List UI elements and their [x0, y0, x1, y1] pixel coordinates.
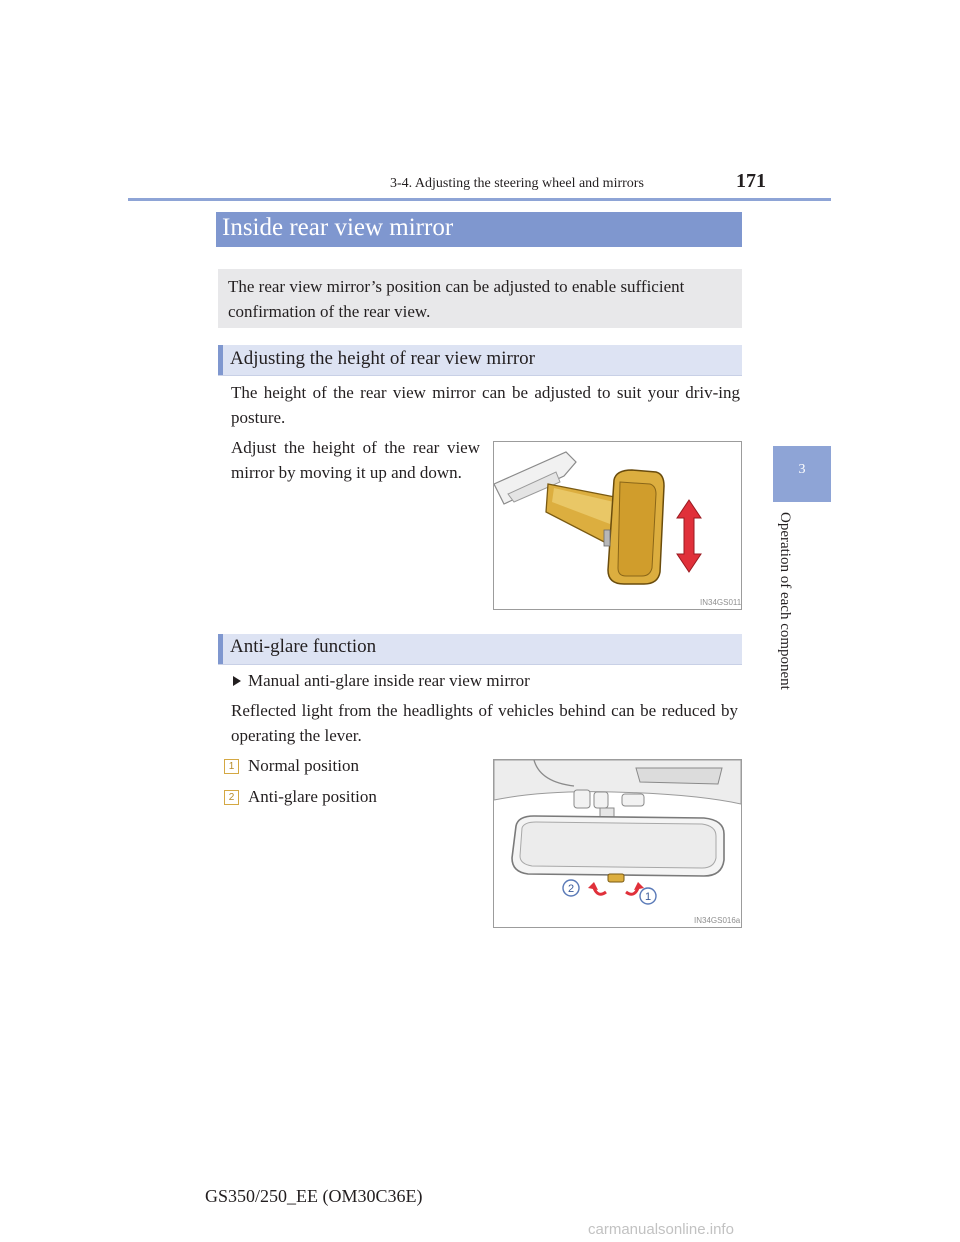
callout-2: 2 — [224, 790, 239, 805]
height-paragraph-2: Adjust the height of the rear view mirror by moving it up and down. — [231, 438, 480, 482]
figure-code: IN34GS016a — [694, 916, 741, 925]
running-header: 3-4. Adjusting the steering wheel and mirrors — [390, 176, 644, 191]
footer-model-code: GS350/250_EE (OM30C36E) — [205, 1186, 423, 1206]
antiglare-bullet: Manual anti-glare inside rear view mirror — [248, 671, 530, 690]
watermark: carmanualsonline.info — [588, 1221, 734, 1238]
mirror-height-figure — [493, 441, 742, 610]
callout-1: 1 — [224, 759, 239, 774]
antiglare-paragraph: Reflected light from the headlights of vehicles behind can be reduced by operating the lever. — [231, 701, 738, 745]
height-paragraph-1: The height of the rear view mirror can be adjusted to suit your driv-ing posture. — [231, 383, 740, 427]
figure-callout-1: 1 — [644, 891, 652, 903]
item-antiglare-position: Anti-glare position — [248, 787, 377, 806]
section-title-antiglare: Anti-glare function — [230, 636, 377, 657]
figure-code: IN34GS011 — [700, 598, 741, 607]
header-rule — [128, 198, 831, 201]
page-number: 171 — [736, 170, 766, 192]
chapter-number: 3 — [798, 462, 806, 477]
mirror-height-illustration — [494, 442, 741, 609]
page-title: Inside rear view mirror — [222, 214, 454, 241]
antiglare-illustration — [494, 760, 741, 927]
chapter-label — [772, 512, 802, 772]
item-normal-position: Normal position — [248, 756, 359, 775]
antiglare-figure — [493, 759, 742, 928]
bullet-arrow-icon — [233, 676, 241, 686]
figure-callout-2: 2 — [567, 883, 575, 895]
chapter-label-text: Operation of each component — [777, 512, 793, 690]
intro-text: The rear view mirror’s position can be adjusted to enable sufficient confirmation of the rear view. — [228, 277, 685, 321]
section-title-height: Adjusting the height of rear view mirror — [230, 348, 535, 369]
